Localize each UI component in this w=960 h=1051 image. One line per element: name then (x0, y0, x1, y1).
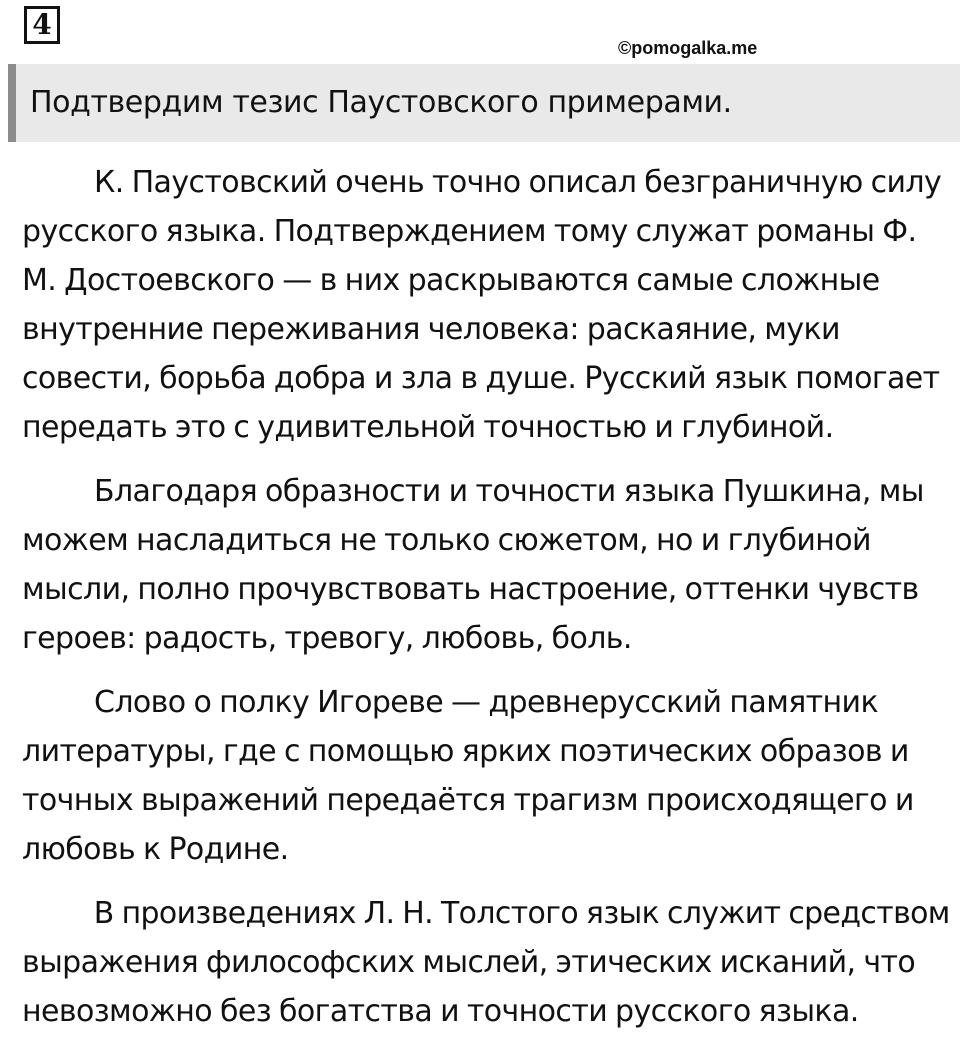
paragraph-line: внутренние переживания человека: раскаяние, муки (22, 312, 840, 347)
paragraph-line: К. Паустовский очень точно описал безграничную силу (94, 165, 942, 200)
heading-text: Подтвердим тезис Паустовского примерами. (30, 85, 732, 120)
watermark: ©pomogalka.me (618, 38, 758, 58)
paragraph-line: Слово о полку Игореве — древнерусский памятник (94, 685, 878, 720)
paragraph-2 (22, 467, 960, 663)
paragraph-line: точных выражений передаётся трагизм происходящего и (22, 783, 914, 818)
paragraph-line: совести, борьба добра и зла в душе. Русский язык помогает (22, 361, 940, 396)
paragraph-line: мысли, полно прочувствовать настроение, оттенки чувств (22, 572, 919, 607)
body-text (22, 158, 960, 1051)
paragraph-3 (22, 678, 960, 874)
paragraph-line: литературы, где с помощью ярких поэтических образов и (22, 734, 909, 769)
heading-box (8, 64, 960, 142)
paragraph-1 (22, 158, 960, 452)
paragraph-line: М. Достоевского — в них раскрываются самые сложные (22, 263, 880, 298)
paragraph-line: можем насладиться не только сюжетом, но и глубиной (22, 523, 871, 558)
paragraph-line: В произведениях Л. Н. Толстого язык служит средством (93, 896, 950, 931)
paragraph-line: невозможно без богатства и точности русского языка. (22, 994, 859, 1029)
paragraph-line: любовь к Родине. (22, 832, 289, 867)
paragraph-4 (22, 889, 960, 1036)
paragraph-line: русского языка. Подтверждением тому служат романы Ф. (22, 214, 917, 249)
paragraph-line: Благодаря образности и точности языка Пушкина, мы (94, 474, 924, 509)
paragraph-line: героев: радость, тревогу, любовь, боль. (22, 621, 632, 656)
paragraph-line: выражения философских мыслей, этических исканий, что (22, 945, 916, 980)
paragraph-line: передать это с удивительной точностью и глубиной. (22, 410, 834, 445)
task-number-badge: 4 (24, 6, 60, 44)
